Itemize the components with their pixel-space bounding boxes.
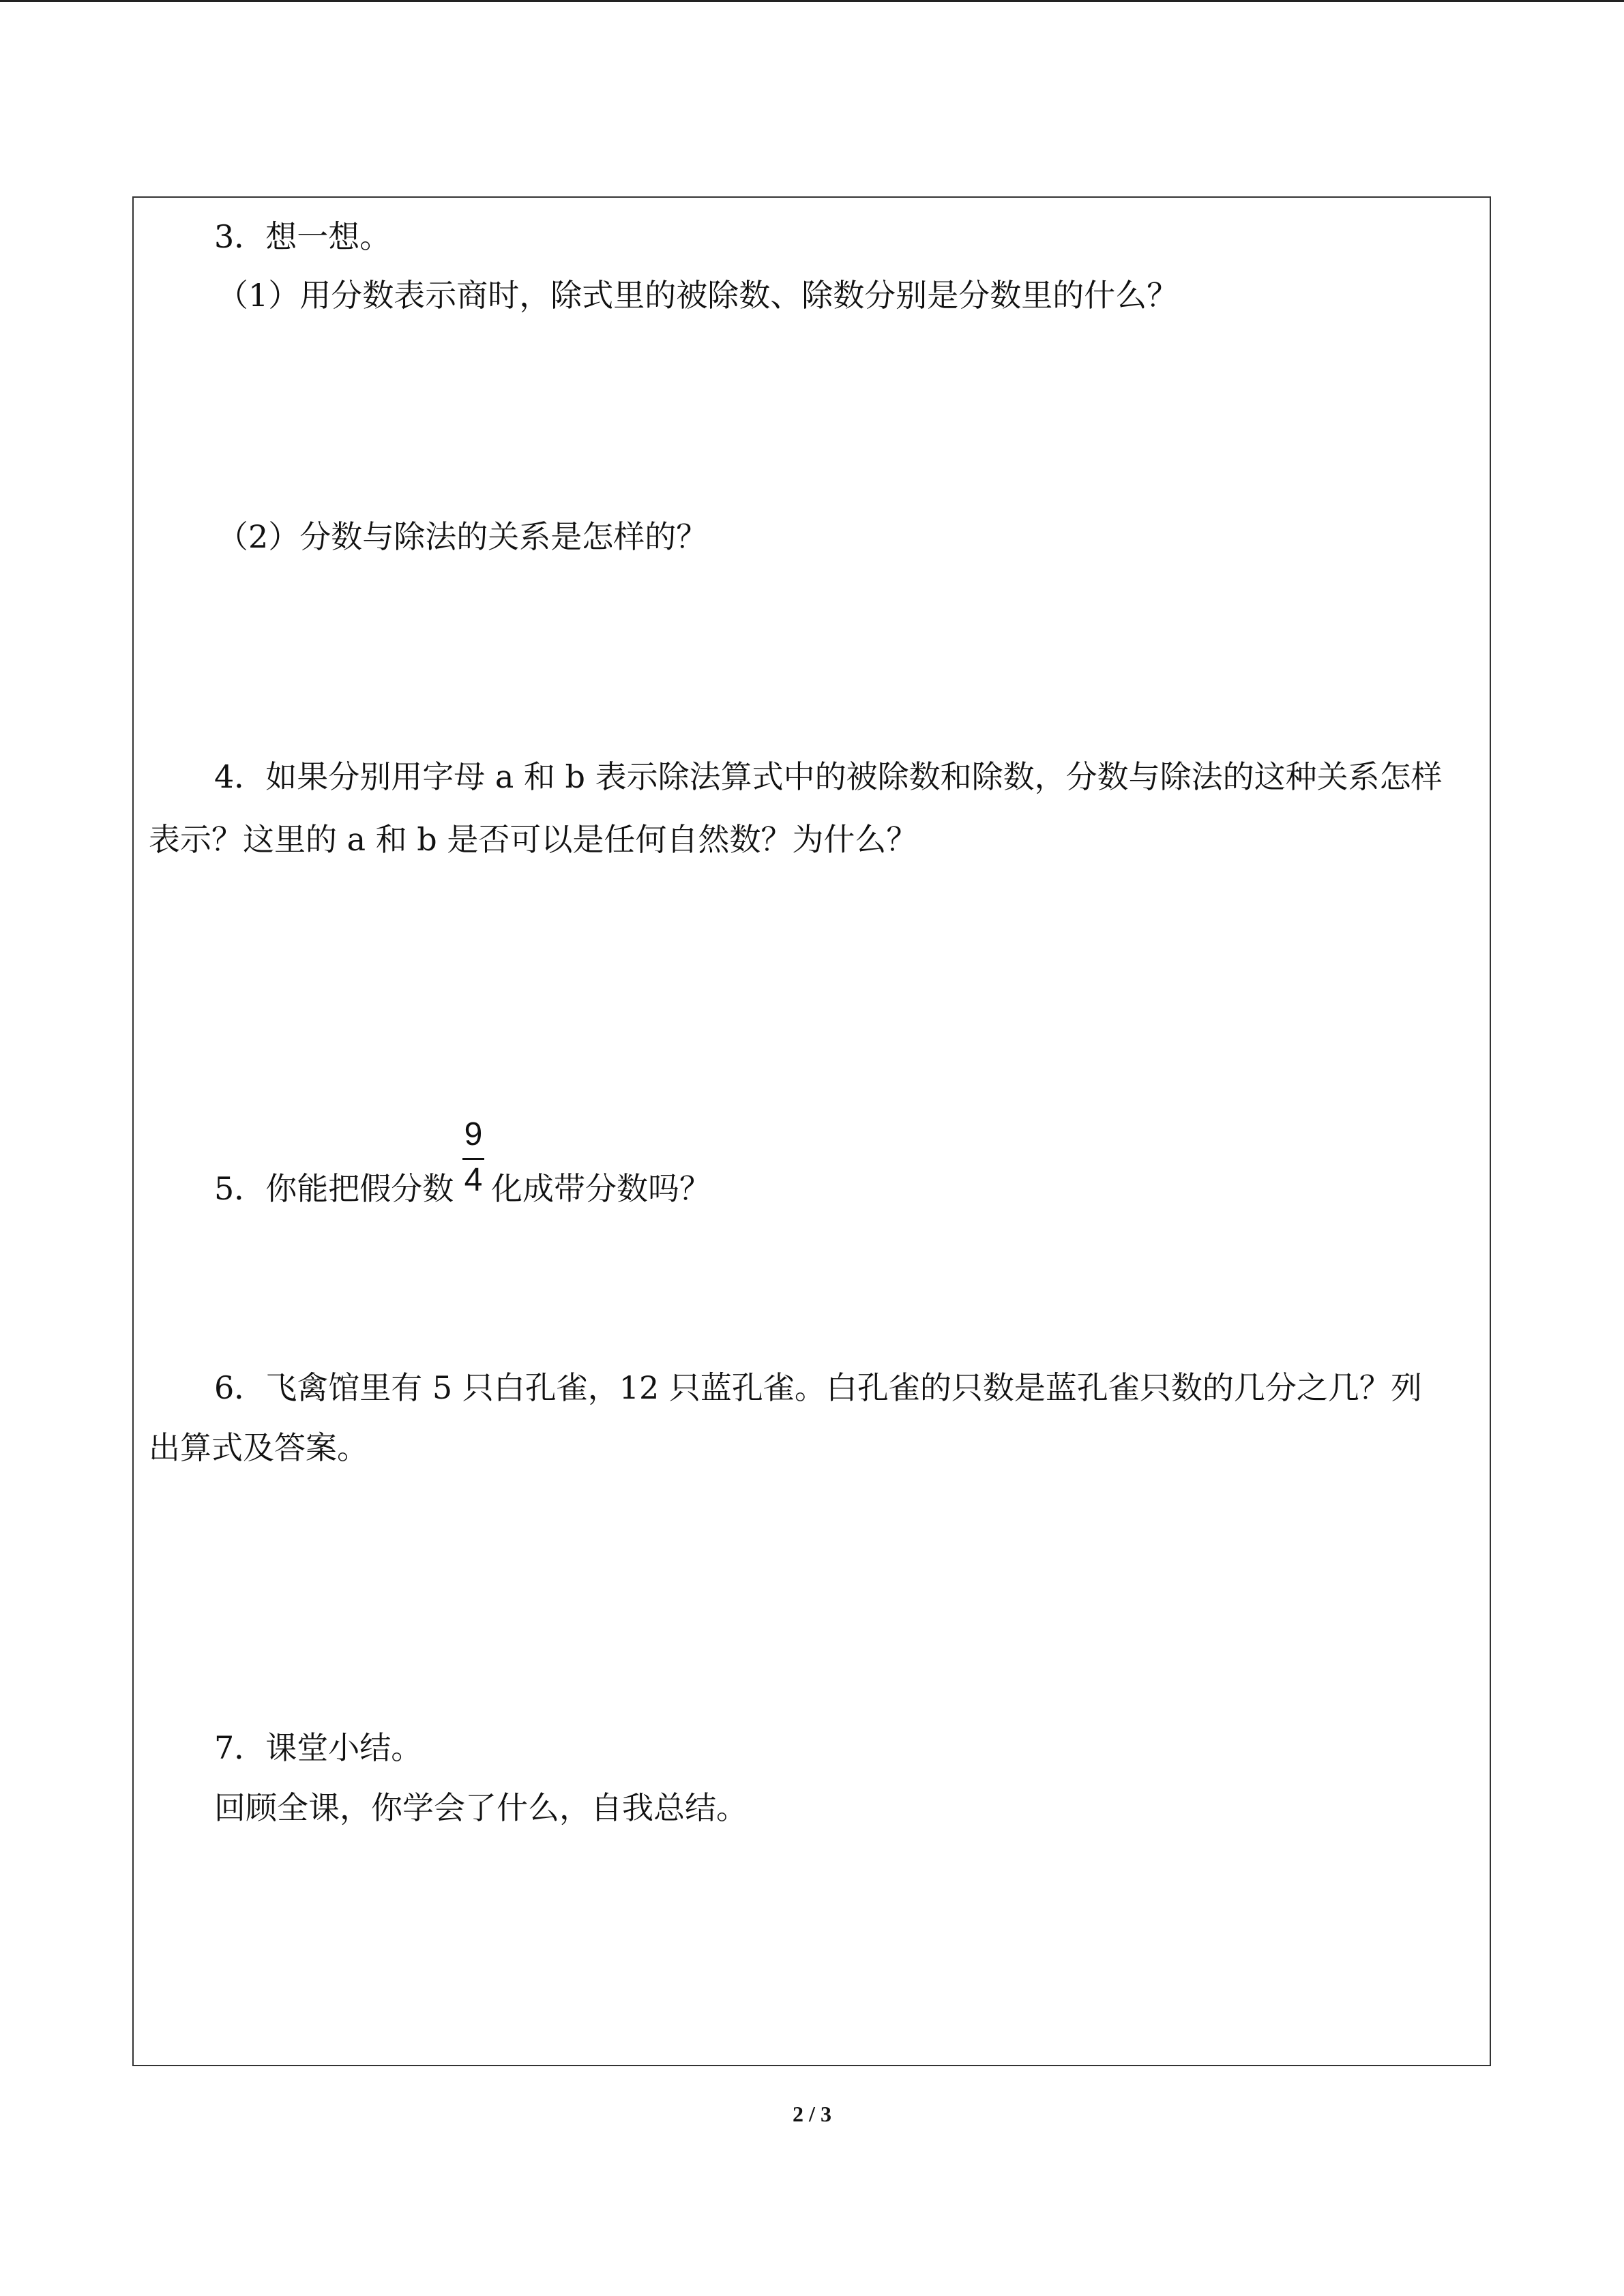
improper-fraction xyxy=(460,1118,487,1200)
worksheet-box xyxy=(132,196,1491,2066)
question-4-line-1: 4．如果分别用字母 a 和 b 表示除法算式中的被除数和除数，分数与除法的这种关系怎样 xyxy=(214,758,1443,795)
fraction-numerator: 9 xyxy=(464,1116,483,1152)
question-7-title: 7．课堂小结。 xyxy=(214,1729,423,1766)
fraction-denominator: 4 xyxy=(464,1162,483,1198)
question-5-prefix: 5．你能把假分数 xyxy=(214,1170,454,1207)
question-5-suffix: 化成带分数吗？ xyxy=(491,1170,711,1207)
question-3-part-1: （1）用分数表示商时，除式里的被除数、除数分别是分数里的什么？ xyxy=(217,277,1179,314)
question-6-line-1: 6．飞禽馆里有 5 只白孔雀，12 只蓝孔雀。白孔雀的只数是蓝孔雀只数的几分之几？列 xyxy=(214,1369,1422,1406)
question-3-title: 3．想一想。 xyxy=(214,218,392,255)
fraction-bar xyxy=(462,1158,484,1160)
question-7-prompt: 回顾全课，你学会了什么，自我总结。 xyxy=(214,1789,748,1826)
top-rule xyxy=(0,0,1624,2)
page-number: 2 / 3 xyxy=(793,2102,831,2126)
question-6-line-2: 出算式及答案。 xyxy=(149,1429,368,1466)
question-4-line-2: 表示？这里的 a 和 b 是否可以是任何自然数？为什么？ xyxy=(149,821,918,858)
question-3-part-2: （2）分数与除法的关系是怎样的？ xyxy=(217,518,708,555)
